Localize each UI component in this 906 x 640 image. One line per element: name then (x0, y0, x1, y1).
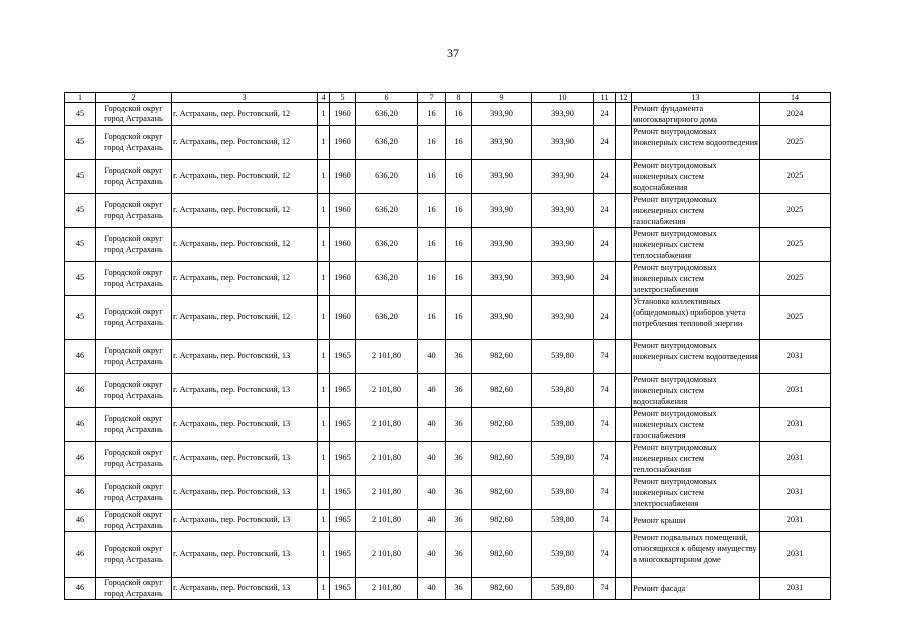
cell-residents: 74 (594, 510, 616, 532)
cell-area-residential: 982,60 (472, 476, 532, 510)
cell-work-type: Ремонт внутридомовых инженерных систем водоотведения (632, 126, 760, 160)
cell-empty-column (616, 578, 632, 600)
column-number-3: 3 (172, 93, 318, 103)
column-number-6: 6 (356, 93, 418, 103)
cell-residents: 24 (594, 103, 616, 126)
table-row (65, 408, 831, 442)
table-row (65, 532, 831, 578)
cell-area-residential: 393,90 (472, 194, 532, 228)
cell-work-type: Ремонт внутридомовых инженерных систем электроснабжения (632, 476, 760, 510)
cell-row-index: 46 (65, 476, 96, 510)
cell-apartments-residential: 16 (446, 160, 472, 194)
cell-municipality: Городской округ город Астрахань (96, 194, 172, 228)
cell-municipality: Городской округ город Астрахань (96, 374, 172, 408)
cell-residents: 24 (594, 262, 616, 296)
cell-address: г. Астрахань, пер. Ростовский, 12 (172, 228, 318, 262)
column-number-10: 10 (532, 93, 594, 103)
cell-entrance-count: 1 (318, 194, 330, 228)
cell-area-residential: 393,90 (472, 296, 532, 340)
cell-entrance-count: 1 (318, 296, 330, 340)
cell-municipality: Городской округ город Астрахань (96, 532, 172, 578)
cell-municipality: Городской округ город Астрахань (96, 578, 172, 600)
cell-area-private: 393,90 (532, 262, 594, 296)
table-row (65, 578, 831, 600)
cell-year-built: 1960 (330, 103, 356, 126)
cell-year-built: 1960 (330, 262, 356, 296)
cell-empty-column (616, 510, 632, 532)
cell-row-index: 46 (65, 374, 96, 408)
cell-area-residential: 393,90 (472, 228, 532, 262)
cell-entrance-count: 1 (318, 532, 330, 578)
cell-planned-year: 2031 (760, 374, 831, 408)
cell-empty-column (616, 228, 632, 262)
cell-area-private: 393,90 (532, 160, 594, 194)
cell-planned-year: 2025 (760, 194, 831, 228)
table-row (65, 126, 831, 160)
cell-residents: 24 (594, 126, 616, 160)
cell-municipality: Городской округ город Астрахань (96, 103, 172, 126)
cell-row-index: 46 (65, 578, 96, 600)
table-row (65, 476, 831, 510)
cell-apartments-residential: 16 (446, 103, 472, 126)
column-number-7: 7 (418, 93, 446, 103)
cell-empty-column (616, 103, 632, 126)
table-row (65, 160, 831, 194)
cell-planned-year: 2031 (760, 510, 831, 532)
cell-year-built: 1965 (330, 476, 356, 510)
cell-area-private: 539,80 (532, 374, 594, 408)
cell-work-type: Установка коллективных (общедомовых) приборов учета потребления тепловой энергии (632, 296, 760, 340)
column-number-5: 5 (330, 93, 356, 103)
cell-planned-year: 2025 (760, 126, 831, 160)
cell-municipality: Городской округ город Астрахань (96, 160, 172, 194)
cell-area-residential: 982,60 (472, 510, 532, 532)
cell-municipality: Городской округ город Астрахань (96, 262, 172, 296)
cell-municipality: Городской округ город Астрахань (96, 408, 172, 442)
cell-row-index: 46 (65, 442, 96, 476)
cell-year-built: 1960 (330, 194, 356, 228)
cell-apartments-residential: 36 (446, 442, 472, 476)
cell-address: г. Астрахань, пер. Ростовский, 13 (172, 532, 318, 578)
register-table (64, 92, 831, 600)
cell-work-type: Ремонт внутридомовых инженерных систем теплоснабжения (632, 228, 760, 262)
cell-apartments-total: 40 (418, 340, 446, 374)
cell-apartments-total: 40 (418, 510, 446, 532)
cell-empty-column (616, 340, 632, 374)
table-row (65, 340, 831, 374)
cell-apartments-residential: 16 (446, 228, 472, 262)
cell-work-type: Ремонт внутридомовых инженерных систем водоснабжения (632, 374, 760, 408)
cell-row-index: 45 (65, 228, 96, 262)
cell-residents: 74 (594, 532, 616, 578)
cell-apartments-residential: 16 (446, 126, 472, 160)
cell-total-area: 2 101,80 (356, 532, 418, 578)
cell-apartments-residential: 16 (446, 262, 472, 296)
cell-year-built: 1960 (330, 296, 356, 340)
cell-residents: 74 (594, 442, 616, 476)
cell-municipality: Городской округ город Астрахань (96, 476, 172, 510)
column-number-11: 11 (594, 93, 616, 103)
cell-work-type: Ремонт внутридомовых инженерных систем теплоснабжения (632, 442, 760, 476)
cell-residents: 24 (594, 228, 616, 262)
cell-total-area: 2 101,80 (356, 340, 418, 374)
cell-row-index: 46 (65, 408, 96, 442)
cell-area-private: 539,80 (532, 532, 594, 578)
cell-residents: 74 (594, 340, 616, 374)
cell-residents: 24 (594, 160, 616, 194)
cell-area-residential: 982,60 (472, 578, 532, 600)
cell-area-private: 539,80 (532, 476, 594, 510)
cell-apartments-residential: 16 (446, 296, 472, 340)
cell-apartments-residential: 36 (446, 374, 472, 408)
cell-row-index: 45 (65, 103, 96, 126)
cell-residents: 24 (594, 194, 616, 228)
cell-apartments-total: 16 (418, 194, 446, 228)
cell-work-type: Ремонт внутридомовых инженерных систем газоснабжения (632, 194, 760, 228)
cell-empty-column (616, 160, 632, 194)
cell-area-private: 539,80 (532, 578, 594, 600)
cell-year-built: 1960 (330, 228, 356, 262)
cell-total-area: 2 101,80 (356, 510, 418, 532)
cell-entrance-count: 1 (318, 578, 330, 600)
cell-apartments-total: 16 (418, 126, 446, 160)
cell-entrance-count: 1 (318, 262, 330, 296)
cell-row-index: 45 (65, 296, 96, 340)
header-row (65, 93, 831, 103)
cell-residents: 24 (594, 296, 616, 340)
cell-address: г. Астрахань, пер. Ростовский, 12 (172, 194, 318, 228)
cell-total-area: 636,20 (356, 103, 418, 126)
cell-total-area: 636,20 (356, 296, 418, 340)
cell-entrance-count: 1 (318, 160, 330, 194)
cell-empty-column (616, 408, 632, 442)
cell-area-residential: 982,60 (472, 442, 532, 476)
cell-year-built: 1965 (330, 532, 356, 578)
cell-empty-column (616, 374, 632, 408)
cell-apartments-residential: 36 (446, 578, 472, 600)
cell-row-index: 45 (65, 160, 96, 194)
cell-planned-year: 2031 (760, 408, 831, 442)
cell-entrance-count: 1 (318, 126, 330, 160)
cell-municipality: Городской округ город Астрахань (96, 126, 172, 160)
table-row (65, 103, 831, 126)
cell-residents: 74 (594, 476, 616, 510)
cell-municipality: Городской округ город Астрахань (96, 510, 172, 532)
cell-address: г. Астрахань, пер. Ростовский, 13 (172, 510, 318, 532)
cell-address: г. Астрахань, пер. Ростовский, 12 (172, 262, 318, 296)
cell-planned-year: 2031 (760, 532, 831, 578)
cell-apartments-residential: 36 (446, 476, 472, 510)
column-number-12: 12 (616, 93, 632, 103)
cell-row-index: 46 (65, 340, 96, 374)
cell-municipality: Городской округ город Астрахань (96, 442, 172, 476)
column-number-13: 13 (632, 93, 760, 103)
cell-row-index: 46 (65, 510, 96, 532)
cell-planned-year: 2031 (760, 476, 831, 510)
cell-planned-year: 2024 (760, 103, 831, 126)
cell-total-area: 636,20 (356, 194, 418, 228)
cell-entrance-count: 1 (318, 442, 330, 476)
cell-area-residential: 982,60 (472, 340, 532, 374)
cell-area-private: 539,80 (532, 510, 594, 532)
cell-apartments-total: 16 (418, 160, 446, 194)
cell-planned-year: 2025 (760, 262, 831, 296)
cell-year-built: 1965 (330, 578, 356, 600)
column-number-9: 9 (472, 93, 532, 103)
cell-empty-column (616, 194, 632, 228)
cell-total-area: 636,20 (356, 160, 418, 194)
cell-address: г. Астрахань, пер. Ростовский, 12 (172, 296, 318, 340)
cell-total-area: 636,20 (356, 228, 418, 262)
table-row (65, 442, 831, 476)
cell-planned-year: 2031 (760, 442, 831, 476)
cell-empty-column (616, 442, 632, 476)
cell-entrance-count: 1 (318, 408, 330, 442)
cell-total-area: 2 101,80 (356, 442, 418, 476)
cell-area-private: 393,90 (532, 103, 594, 126)
column-number-4: 4 (318, 93, 330, 103)
cell-area-private: 393,90 (532, 194, 594, 228)
cell-work-type: Ремонт внутридомовых инженерных систем водоснабжения (632, 160, 760, 194)
cell-work-type: Ремонт внутридомовых инженерных систем электроснабжения (632, 262, 760, 296)
cell-empty-column (616, 262, 632, 296)
cell-area-private: 539,80 (532, 442, 594, 476)
cell-year-built: 1960 (330, 126, 356, 160)
cell-area-private: 539,80 (532, 408, 594, 442)
cell-area-private: 539,80 (532, 340, 594, 374)
cell-residents: 74 (594, 408, 616, 442)
cell-address: г. Астрахань, пер. Ростовский, 13 (172, 340, 318, 374)
cell-address: г. Астрахань, пер. Ростовский, 12 (172, 103, 318, 126)
cell-apartments-total: 40 (418, 578, 446, 600)
cell-empty-column (616, 532, 632, 578)
cell-entrance-count: 1 (318, 374, 330, 408)
cell-address: г. Астрахань, пер. Ростовский, 13 (172, 476, 318, 510)
cell-entrance-count: 1 (318, 340, 330, 374)
table-row (65, 194, 831, 228)
cell-empty-column (616, 126, 632, 160)
cell-apartments-total: 16 (418, 262, 446, 296)
cell-area-residential: 393,90 (472, 262, 532, 296)
cell-year-built: 1965 (330, 442, 356, 476)
cell-municipality: Городской округ город Астрахань (96, 296, 172, 340)
cell-apartments-residential: 36 (446, 340, 472, 374)
cell-work-type: Ремонт фасада (632, 578, 760, 600)
cell-year-built: 1965 (330, 340, 356, 374)
cell-total-area: 2 101,80 (356, 476, 418, 510)
cell-row-index: 46 (65, 532, 96, 578)
column-number-8: 8 (446, 93, 472, 103)
cell-total-area: 2 101,80 (356, 374, 418, 408)
cell-total-area: 636,20 (356, 262, 418, 296)
cell-residents: 74 (594, 578, 616, 600)
cell-work-type: Ремонт внутридомовых инженерных систем водоотведения (632, 340, 760, 374)
cell-row-index: 45 (65, 262, 96, 296)
cell-municipality: Городской округ город Астрахань (96, 228, 172, 262)
cell-apartments-total: 40 (418, 408, 446, 442)
cell-address: г. Астрахань, пер. Ростовский, 13 (172, 408, 318, 442)
cell-apartments-total: 16 (418, 103, 446, 126)
cell-area-residential: 982,60 (472, 374, 532, 408)
cell-work-type: Ремонт подвальных помещений, относящихся к общему имуществу в многоквартирном доме (632, 532, 760, 578)
cell-apartments-total: 40 (418, 476, 446, 510)
cell-year-built: 1965 (330, 408, 356, 442)
cell-planned-year: 2031 (760, 340, 831, 374)
cell-apartments-residential: 16 (446, 194, 472, 228)
cell-area-residential: 393,90 (472, 103, 532, 126)
cell-apartments-total: 16 (418, 228, 446, 262)
cell-planned-year: 2031 (760, 578, 831, 600)
cell-planned-year: 2025 (760, 160, 831, 194)
cell-area-private: 393,90 (532, 296, 594, 340)
cell-area-residential: 982,60 (472, 532, 532, 578)
cell-row-index: 45 (65, 126, 96, 160)
cell-apartments-total: 40 (418, 442, 446, 476)
cell-year-built: 1965 (330, 510, 356, 532)
cell-address: г. Астрахань, пер. Ростовский, 13 (172, 442, 318, 476)
cell-empty-column (616, 296, 632, 340)
cell-entrance-count: 1 (318, 476, 330, 510)
cell-empty-column (616, 476, 632, 510)
cell-work-type: Ремонт внутридомовых инженерных систем газоснабжения (632, 408, 760, 442)
cell-area-residential: 982,60 (472, 408, 532, 442)
table-body (65, 103, 831, 600)
table-row (65, 374, 831, 408)
cell-total-area: 636,20 (356, 126, 418, 160)
cell-entrance-count: 1 (318, 103, 330, 126)
cell-apartments-total: 40 (418, 374, 446, 408)
cell-residents: 74 (594, 374, 616, 408)
cell-entrance-count: 1 (318, 228, 330, 262)
table-row (65, 510, 831, 532)
cell-planned-year: 2025 (760, 228, 831, 262)
table-row (65, 228, 831, 262)
cell-apartments-total: 16 (418, 296, 446, 340)
cell-area-private: 393,90 (532, 228, 594, 262)
cell-apartments-residential: 36 (446, 408, 472, 442)
column-number-14: 14 (760, 93, 831, 103)
cell-apartments-residential: 36 (446, 532, 472, 578)
cell-apartments-total: 40 (418, 532, 446, 578)
cell-planned-year: 2025 (760, 296, 831, 340)
cell-municipality: Городской округ город Астрахань (96, 340, 172, 374)
cell-address: г. Астрахань, пер. Ростовский, 12 (172, 126, 318, 160)
page-number: 37 (447, 46, 459, 60)
column-number-2: 2 (96, 93, 172, 103)
cell-address: г. Астрахань, пер. Ростовский, 12 (172, 160, 318, 194)
cell-total-area: 2 101,80 (356, 578, 418, 600)
cell-area-residential: 393,90 (472, 126, 532, 160)
table-row (65, 296, 831, 340)
cell-area-residential: 393,90 (472, 160, 532, 194)
cell-entrance-count: 1 (318, 510, 330, 532)
cell-address: г. Астрахань, пер. Ростовский, 13 (172, 578, 318, 600)
cell-row-index: 45 (65, 194, 96, 228)
cell-apartments-residential: 36 (446, 510, 472, 532)
cell-year-built: 1965 (330, 374, 356, 408)
table-row (65, 262, 831, 296)
column-number-1: 1 (65, 93, 96, 103)
cell-year-built: 1960 (330, 160, 356, 194)
cell-area-private: 393,90 (532, 126, 594, 160)
cell-address: г. Астрахань, пер. Ростовский, 13 (172, 374, 318, 408)
cell-work-type: Ремонт крыши (632, 510, 760, 532)
cell-total-area: 2 101,80 (356, 408, 418, 442)
cell-work-type: Ремонт фундамента многоквартирного дома (632, 103, 760, 126)
